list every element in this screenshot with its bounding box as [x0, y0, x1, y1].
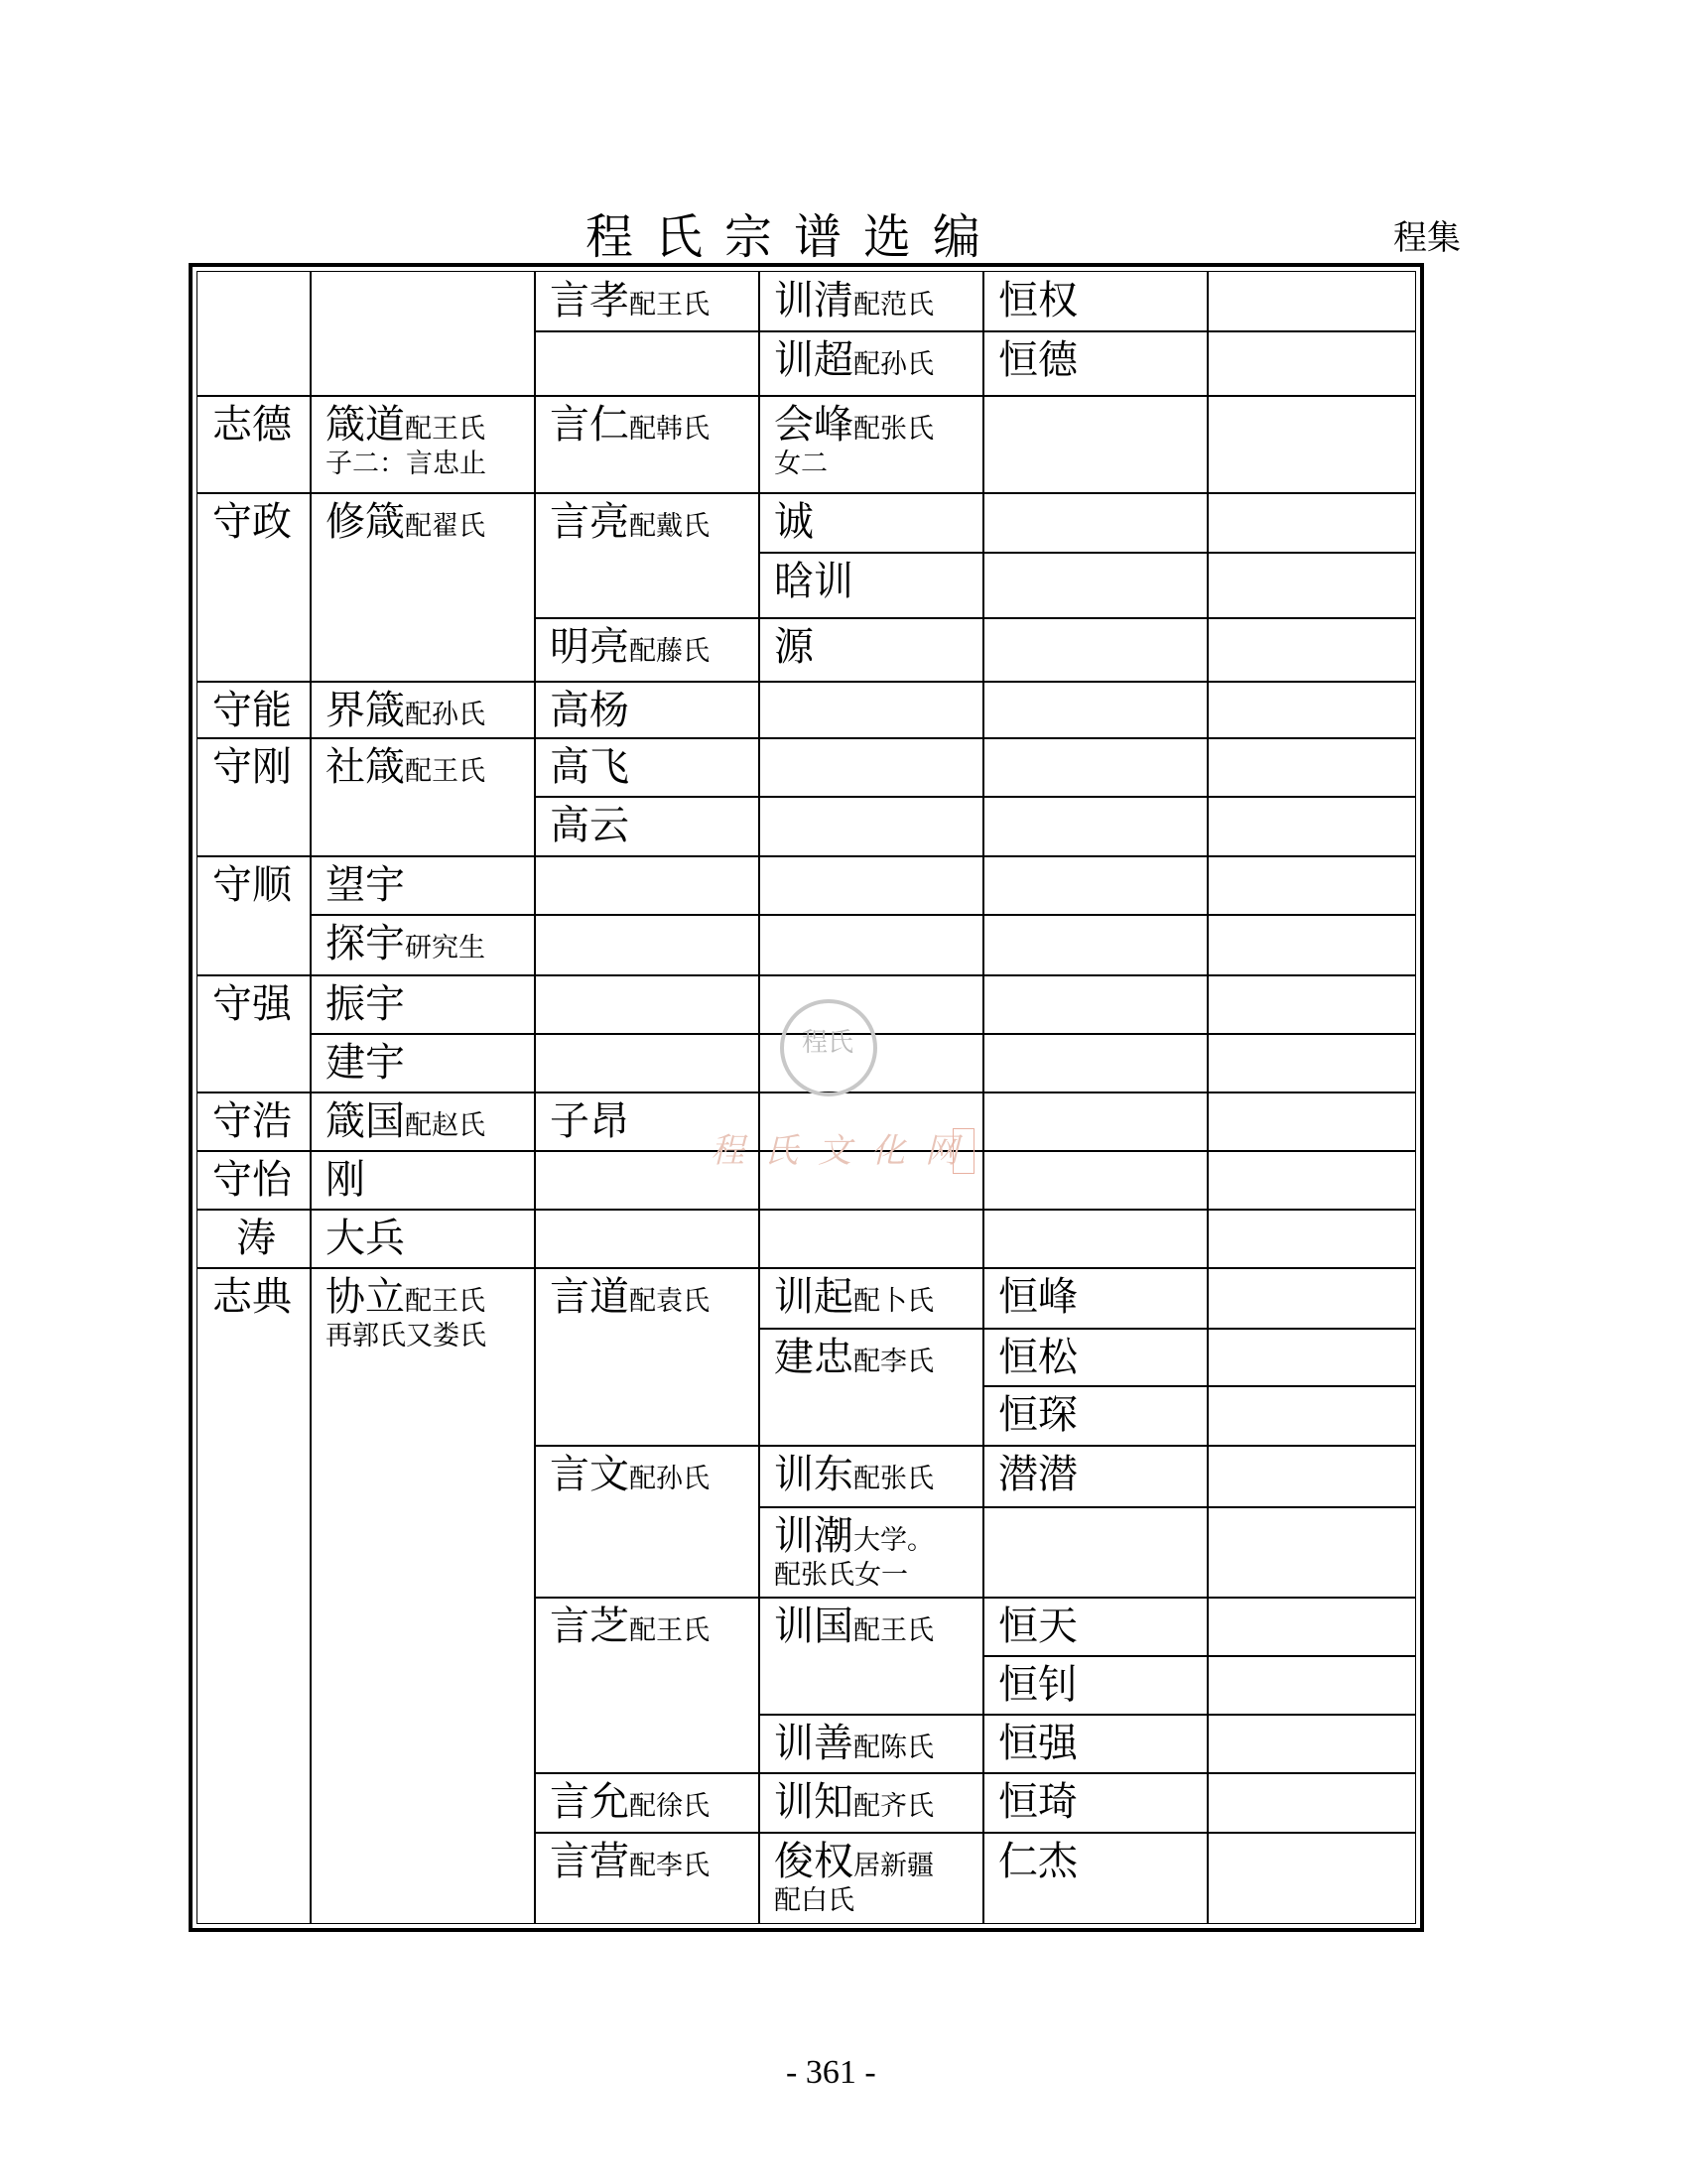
person-name: 训国 — [774, 1604, 853, 1649]
cell-name — [325, 688, 485, 733]
table-row-divider — [196, 974, 1416, 976]
person-name: 恒琦 — [998, 1779, 1078, 1825]
person-name: 言营 — [550, 1839, 629, 1884]
cell-name — [325, 921, 485, 966]
cell-name — [774, 1839, 934, 1884]
cell-name — [774, 624, 814, 670]
person-name: 社箴 — [325, 744, 405, 790]
cell-name — [325, 402, 485, 448]
cell-name — [212, 744, 292, 790]
cell-name — [550, 499, 710, 545]
spouse-note: 大学。 — [853, 1525, 934, 1556]
cell-note-line: 子二：言忠止 — [325, 449, 486, 479]
cell-name — [774, 402, 934, 448]
table-row-divider — [758, 1714, 1416, 1716]
person-name: 界箴 — [325, 688, 405, 733]
watermark-text: 程氏文化网 — [711, 1131, 978, 1171]
person-name: 守怡 — [212, 1157, 292, 1203]
person-name: 恒天 — [998, 1604, 1078, 1649]
table-column-divider — [982, 271, 984, 1924]
table-row-divider — [758, 1506, 1416, 1508]
table-row-divider — [534, 796, 1416, 798]
person-name: 训超 — [774, 337, 853, 383]
table-column-divider — [534, 271, 536, 1924]
person-name: 言芝 — [550, 1604, 629, 1649]
person-name: 俊权 — [774, 1839, 853, 1884]
table-row-divider — [758, 552, 1416, 554]
table-row-divider — [534, 1772, 1416, 1774]
person-name: 诚 — [774, 499, 814, 545]
person-name: 恒峰 — [998, 1274, 1078, 1320]
page-title: 程氏宗谱选编 — [585, 209, 1003, 265]
spouse-note: 配王氏 — [405, 414, 485, 445]
cell-name — [212, 981, 292, 1027]
person-name: 志德 — [212, 402, 292, 448]
person-name: 志典 — [212, 1274, 292, 1320]
person-name: 恒权 — [998, 278, 1078, 323]
person-name: 恒强 — [998, 1721, 1078, 1766]
person-name: 守政 — [212, 499, 292, 545]
cell-name — [774, 337, 934, 383]
cell-name — [212, 862, 292, 908]
cell-name — [325, 1157, 365, 1203]
cell-name — [212, 688, 292, 733]
person-name: 训东 — [774, 1452, 853, 1497]
table-column-divider — [310, 271, 312, 1924]
person-name: 训知 — [774, 1779, 853, 1825]
spouse-note: 配翟氏 — [405, 511, 485, 542]
person-name: 修箴 — [325, 499, 405, 545]
cell-name — [774, 1452, 934, 1497]
table-row-divider — [534, 1832, 1416, 1834]
cell-name — [774, 1335, 934, 1380]
cell-name — [774, 1513, 934, 1559]
table-row-divider — [196, 855, 1416, 857]
person-name: 明亮 — [550, 624, 629, 670]
person-name: 训潮 — [774, 1513, 853, 1559]
cell-name — [325, 862, 405, 908]
spouse-note: 配赵氏 — [405, 1110, 485, 1141]
cell-name — [998, 278, 1078, 323]
person-name: 高飞 — [550, 744, 629, 790]
cell-name — [550, 1452, 710, 1497]
watermark-stamp — [953, 1128, 974, 1174]
cell-name — [212, 1157, 292, 1203]
person-name: 言孝 — [550, 278, 629, 323]
cell-name — [550, 744, 629, 790]
cell-name — [998, 1335, 1078, 1380]
spouse-note: 配戴氏 — [629, 511, 710, 542]
cell-name — [212, 402, 292, 448]
spouse-note: 研究生 — [405, 933, 485, 964]
table-row-divider — [310, 914, 1416, 916]
person-name: 言道 — [550, 1274, 629, 1320]
cell-name — [998, 1274, 1078, 1320]
table-row-divider — [196, 681, 1416, 683]
person-name: 望宇 — [325, 862, 405, 908]
cell-name — [550, 1098, 629, 1144]
person-name: 潜潜 — [998, 1452, 1078, 1497]
spouse-note: 配王氏 — [853, 1615, 934, 1646]
cell-name — [236, 1216, 276, 1261]
spouse-note: 配徐氏 — [629, 1791, 710, 1822]
spouse-note: 配孙氏 — [629, 1464, 710, 1494]
person-name: 箴国 — [325, 1098, 405, 1144]
person-name: 子昂 — [550, 1098, 629, 1144]
table-row-divider — [982, 1655, 1416, 1657]
person-name: 训清 — [774, 278, 853, 323]
cell-name — [774, 499, 814, 545]
spouse-note: 配王氏 — [629, 290, 710, 321]
person-name: 箴道 — [325, 402, 405, 448]
table-row-divider — [196, 1092, 1416, 1093]
person-name: 协立 — [325, 1274, 405, 1320]
spouse-note: 配陈氏 — [853, 1733, 934, 1763]
spouse-note: 配张氏 — [853, 414, 934, 445]
clan-location: 程集 — [1393, 218, 1461, 258]
person-name: 守浩 — [212, 1098, 292, 1144]
cell-name — [325, 1274, 485, 1320]
table-row-divider — [534, 330, 758, 332]
cell-name — [998, 1452, 1078, 1497]
spouse-note: 配孙氏 — [405, 700, 485, 730]
cell-name — [325, 744, 485, 790]
person-name: 守刚 — [212, 744, 292, 790]
person-name: 探宇 — [325, 921, 405, 966]
cell-name — [550, 278, 710, 323]
cell-name — [774, 1604, 934, 1649]
cell-name — [212, 1098, 292, 1144]
spouse-note: 配王氏 — [405, 1286, 485, 1317]
cell-name — [550, 1779, 710, 1825]
cell-name — [325, 499, 485, 545]
table-row-divider — [982, 1385, 1416, 1387]
person-name: 涛 — [236, 1216, 276, 1261]
table-row-divider — [196, 1209, 1416, 1211]
table-row-divider — [758, 330, 1416, 332]
cell-name — [550, 1839, 710, 1884]
person-name: 言仁 — [550, 402, 629, 448]
spouse-note: 配卜氏 — [853, 1286, 934, 1317]
cell-name — [550, 624, 710, 670]
table-row-divider — [196, 492, 1416, 494]
person-name: 仁杰 — [998, 1839, 1078, 1884]
table-row-divider — [196, 1267, 1416, 1269]
table-row-divider — [196, 395, 1416, 397]
cell-name — [774, 1779, 934, 1825]
person-name: 守顺 — [212, 862, 292, 908]
cell-name — [550, 803, 629, 848]
cell-name — [550, 1604, 710, 1649]
person-name: 守强 — [212, 981, 292, 1027]
cell-note-line: 女二 — [774, 449, 828, 479]
person-name: 建宇 — [325, 1040, 405, 1086]
cell-name — [550, 1274, 710, 1320]
table-row-divider — [534, 1445, 1416, 1447]
spouse-note: 配藤氏 — [629, 636, 710, 667]
cell-name — [212, 1274, 292, 1320]
person-name: 源 — [774, 624, 814, 670]
person-name: 守能 — [212, 688, 292, 733]
table-row-divider — [196, 737, 1416, 739]
cell-note-line: 再郭氏又娄氏 — [325, 1321, 486, 1351]
cell-name — [998, 1721, 1078, 1766]
person-name: 言亮 — [550, 499, 629, 545]
person-name: 高云 — [550, 803, 629, 848]
person-name: 会峰 — [774, 402, 853, 448]
table-row-divider — [534, 617, 1416, 619]
page-number: - 361 - — [786, 2054, 876, 2091]
spouse-note: 配齐氏 — [853, 1791, 934, 1822]
person-name: 刚 — [325, 1157, 365, 1203]
cell-name — [998, 1662, 1078, 1708]
cell-name — [325, 1040, 405, 1086]
spouse-note: 配袁氏 — [629, 1286, 710, 1317]
table-column-divider — [1207, 271, 1209, 1924]
person-name: 恒钊 — [998, 1662, 1078, 1708]
cell-name — [998, 1604, 1078, 1649]
person-name: 言文 — [550, 1452, 629, 1497]
cell-name — [774, 1721, 934, 1766]
cell-note-line: 配张氏女一 — [774, 1560, 908, 1591]
spouse-note: 配韩氏 — [629, 414, 710, 445]
spouse-note: 配孙氏 — [853, 349, 934, 380]
cell-name — [325, 1098, 485, 1144]
person-name: 高杨 — [550, 688, 629, 733]
cell-name — [325, 1216, 405, 1261]
person-name: 言允 — [550, 1779, 629, 1825]
table-row-divider — [534, 1597, 1416, 1599]
spouse-note: 配张氏 — [853, 1464, 934, 1494]
cell-name — [774, 559, 853, 604]
cell-name — [550, 402, 710, 448]
cell-name — [998, 1779, 1078, 1825]
cell-name — [550, 688, 629, 733]
table-row-divider — [758, 1328, 1416, 1330]
spouse-note: 居新疆 — [853, 1851, 934, 1881]
person-name: 晗训 — [774, 559, 853, 604]
table-column-divider — [758, 271, 760, 1924]
person-name: 恒琛 — [998, 1392, 1078, 1438]
cell-name — [998, 1392, 1078, 1438]
cell-name — [325, 981, 405, 1027]
cell-name — [998, 337, 1078, 383]
watermark-seal-text: 程氏 — [802, 1028, 854, 1058]
cell-name — [774, 278, 934, 323]
cell-name — [774, 1274, 934, 1320]
spouse-note: 配王氏 — [629, 1615, 710, 1646]
spouse-note: 配王氏 — [405, 756, 485, 787]
person-name: 恒德 — [998, 337, 1078, 383]
person-name: 振宇 — [325, 981, 405, 1027]
spouse-note: 配李氏 — [853, 1347, 934, 1377]
cell-name — [212, 499, 292, 545]
spouse-note: 配李氏 — [629, 1851, 710, 1881]
person-name: 大兵 — [325, 1216, 405, 1261]
person-name: 恒松 — [998, 1335, 1078, 1380]
person-name: 训善 — [774, 1721, 853, 1766]
spouse-note: 配范氏 — [853, 290, 934, 321]
cell-note-line: 配白氏 — [774, 1885, 854, 1916]
person-name: 建忠 — [774, 1335, 853, 1380]
person-name: 训起 — [774, 1274, 853, 1320]
cell-name — [998, 1839, 1078, 1884]
